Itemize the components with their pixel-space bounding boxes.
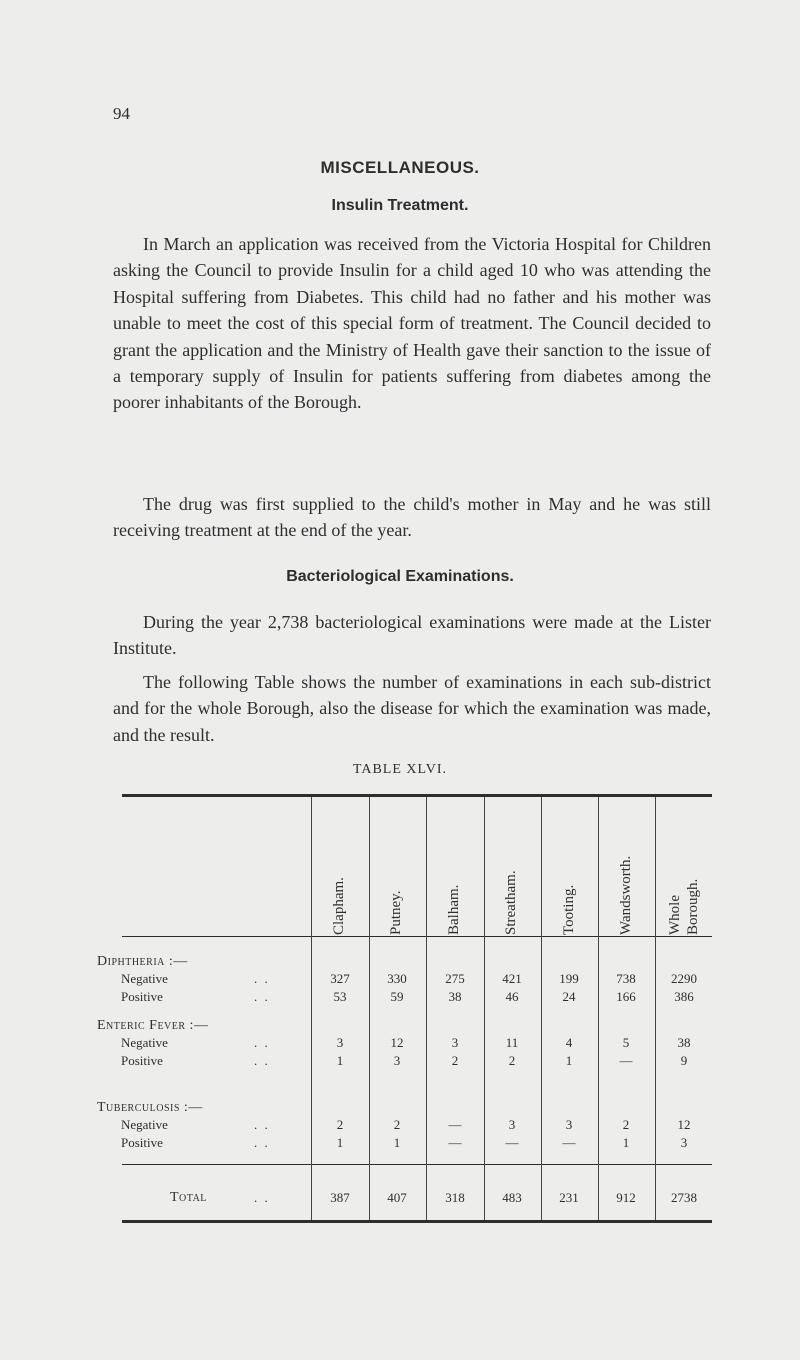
column-header-streatham: Streatham. (503, 870, 519, 935)
table-cell: 3 (451, 1035, 459, 1050)
leader-dots: . . (254, 1117, 270, 1132)
column-header-putney: Putney. (388, 890, 404, 935)
table-cell: 421 (502, 971, 522, 986)
table-cell: 3 (393, 1053, 401, 1068)
table-cell: 53 (333, 989, 347, 1004)
leader-dots: . . (254, 1053, 270, 1068)
column-header-balham: Balham. (446, 884, 462, 935)
table-cell: 2 (622, 1117, 630, 1132)
total-cell: 912 (616, 1190, 636, 1205)
table-cell: 1 (622, 1135, 630, 1150)
section-label: Enteric Fever :— (97, 1018, 209, 1033)
table-cell: 1 (393, 1135, 401, 1150)
column-header-borough: Borough. (685, 878, 701, 935)
table-cell: 1 (336, 1135, 344, 1150)
section-heading-bacteriological: Bacteriological Examinations. (286, 568, 514, 585)
table-cell: 12 (677, 1117, 691, 1132)
table-cell: 1 (336, 1053, 344, 1068)
table-cell: 330 (387, 971, 407, 986)
table-cell: — (448, 1117, 462, 1132)
total-cell: 231 (559, 1190, 579, 1205)
row-label: Negative (121, 1117, 168, 1132)
column-divider (541, 797, 542, 1220)
leader-dots: . . (254, 989, 270, 1004)
table-cell: 38 (448, 989, 462, 1004)
paragraph: In March an application was received from the Victoria Hospital for Children asking the Council to provide Insulin for a child aged 10 who was attending the Hospital suffering from Diabetes. This child had no father and his mother was unable to meet the cost of this special form of treatment. The Council decided to grant the application and the Ministry of Health gave their sanction to the issue of a temporary supply of Insulin for patients suffering from diabetes among the poorer inhabitants of the Borough. (113, 234, 711, 413)
total-cell: 2738 (671, 1190, 697, 1205)
table-cell: 46 (505, 989, 519, 1004)
paragraph: The following Table shows the number of examinations in each sub-district and for the whole Borough, also the disease for which the examination was made, and the result. (113, 672, 711, 745)
total-cell: 318 (445, 1190, 465, 1205)
table-rule-header (122, 936, 712, 937)
table-cell: 9 (680, 1053, 688, 1068)
table-cell: 275 (445, 971, 465, 986)
table-cell: 1 (565, 1053, 573, 1068)
total-cell: 483 (502, 1190, 522, 1205)
paragraph: During the year 2,738 bacteriological examinations were made at the Lister Institute. (113, 612, 711, 659)
column-header-whole: Whole (667, 895, 683, 935)
table-rule-total (122, 1164, 712, 1165)
leader-dots: . . (254, 971, 270, 986)
table-cell: 2 (393, 1117, 401, 1132)
table-cell: 386 (674, 989, 694, 1004)
table-cell: 12 (390, 1035, 404, 1050)
row-label: Positive (121, 1135, 163, 1150)
column-header-clapham: Clapham. (331, 877, 347, 935)
table-caption: TABLE XLVI. (352, 762, 448, 777)
section-heading-insulin: Insulin Treatment. (331, 197, 469, 214)
row-label: Negative (121, 1035, 168, 1050)
column-divider (311, 797, 312, 1220)
table-cell: 24 (562, 989, 576, 1004)
table-cell: 3 (336, 1035, 344, 1050)
row-label: Positive (121, 1053, 163, 1068)
table-cell: 199 (559, 971, 579, 986)
column-header-wandsworth: Wandsworth. (618, 855, 634, 935)
leader-dots: . . (254, 1035, 270, 1050)
table-cell: 59 (390, 989, 404, 1004)
table-rule-bottom (122, 1220, 712, 1223)
leader-dots: . . (254, 1135, 270, 1150)
table-cell: 2290 (671, 971, 697, 986)
table-cell: 3 (508, 1117, 516, 1132)
table-cell: 327 (330, 971, 350, 986)
leader-dots: . . (254, 1190, 270, 1205)
column-divider (655, 797, 656, 1220)
column-header-tooting: Tooting. (561, 884, 577, 935)
table-cell: 38 (677, 1035, 691, 1050)
table-cell: — (562, 1135, 576, 1150)
paragraph: The drug was first supplied to the child's mother in May and he was still receiving treatment at the end of the year. (113, 494, 711, 541)
section-label: Tuberculosis :— (97, 1100, 203, 1115)
section-label: Diphtheria :— (97, 954, 188, 969)
table-cell: 3 (565, 1117, 573, 1132)
column-divider (426, 797, 427, 1220)
table-cell: 3 (680, 1135, 688, 1150)
total-cell: 407 (387, 1190, 407, 1205)
table-cell: 166 (616, 989, 636, 1004)
row-label: Positive (121, 989, 163, 1004)
table-cell: 2 (451, 1053, 459, 1068)
table-cell: — (448, 1135, 462, 1150)
table-cell: — (619, 1053, 633, 1068)
page-title: MISCELLANEOUS. (320, 158, 480, 177)
table-rule-top (122, 794, 712, 797)
column-divider (369, 797, 370, 1220)
total-cell: 387 (330, 1190, 350, 1205)
table-cell: 2 (508, 1053, 516, 1068)
table-cell: 4 (565, 1035, 573, 1050)
table-cell: 2 (336, 1117, 344, 1132)
table-cell: 11 (505, 1035, 519, 1050)
table-cell: — (505, 1135, 519, 1150)
total-label: Total (170, 1190, 207, 1205)
table-cell: 5 (622, 1035, 630, 1050)
page-number: 94 (113, 104, 130, 123)
column-divider (598, 797, 599, 1220)
row-label: Negative (121, 971, 168, 986)
column-divider (484, 797, 485, 1220)
table-cell: 738 (616, 971, 636, 986)
